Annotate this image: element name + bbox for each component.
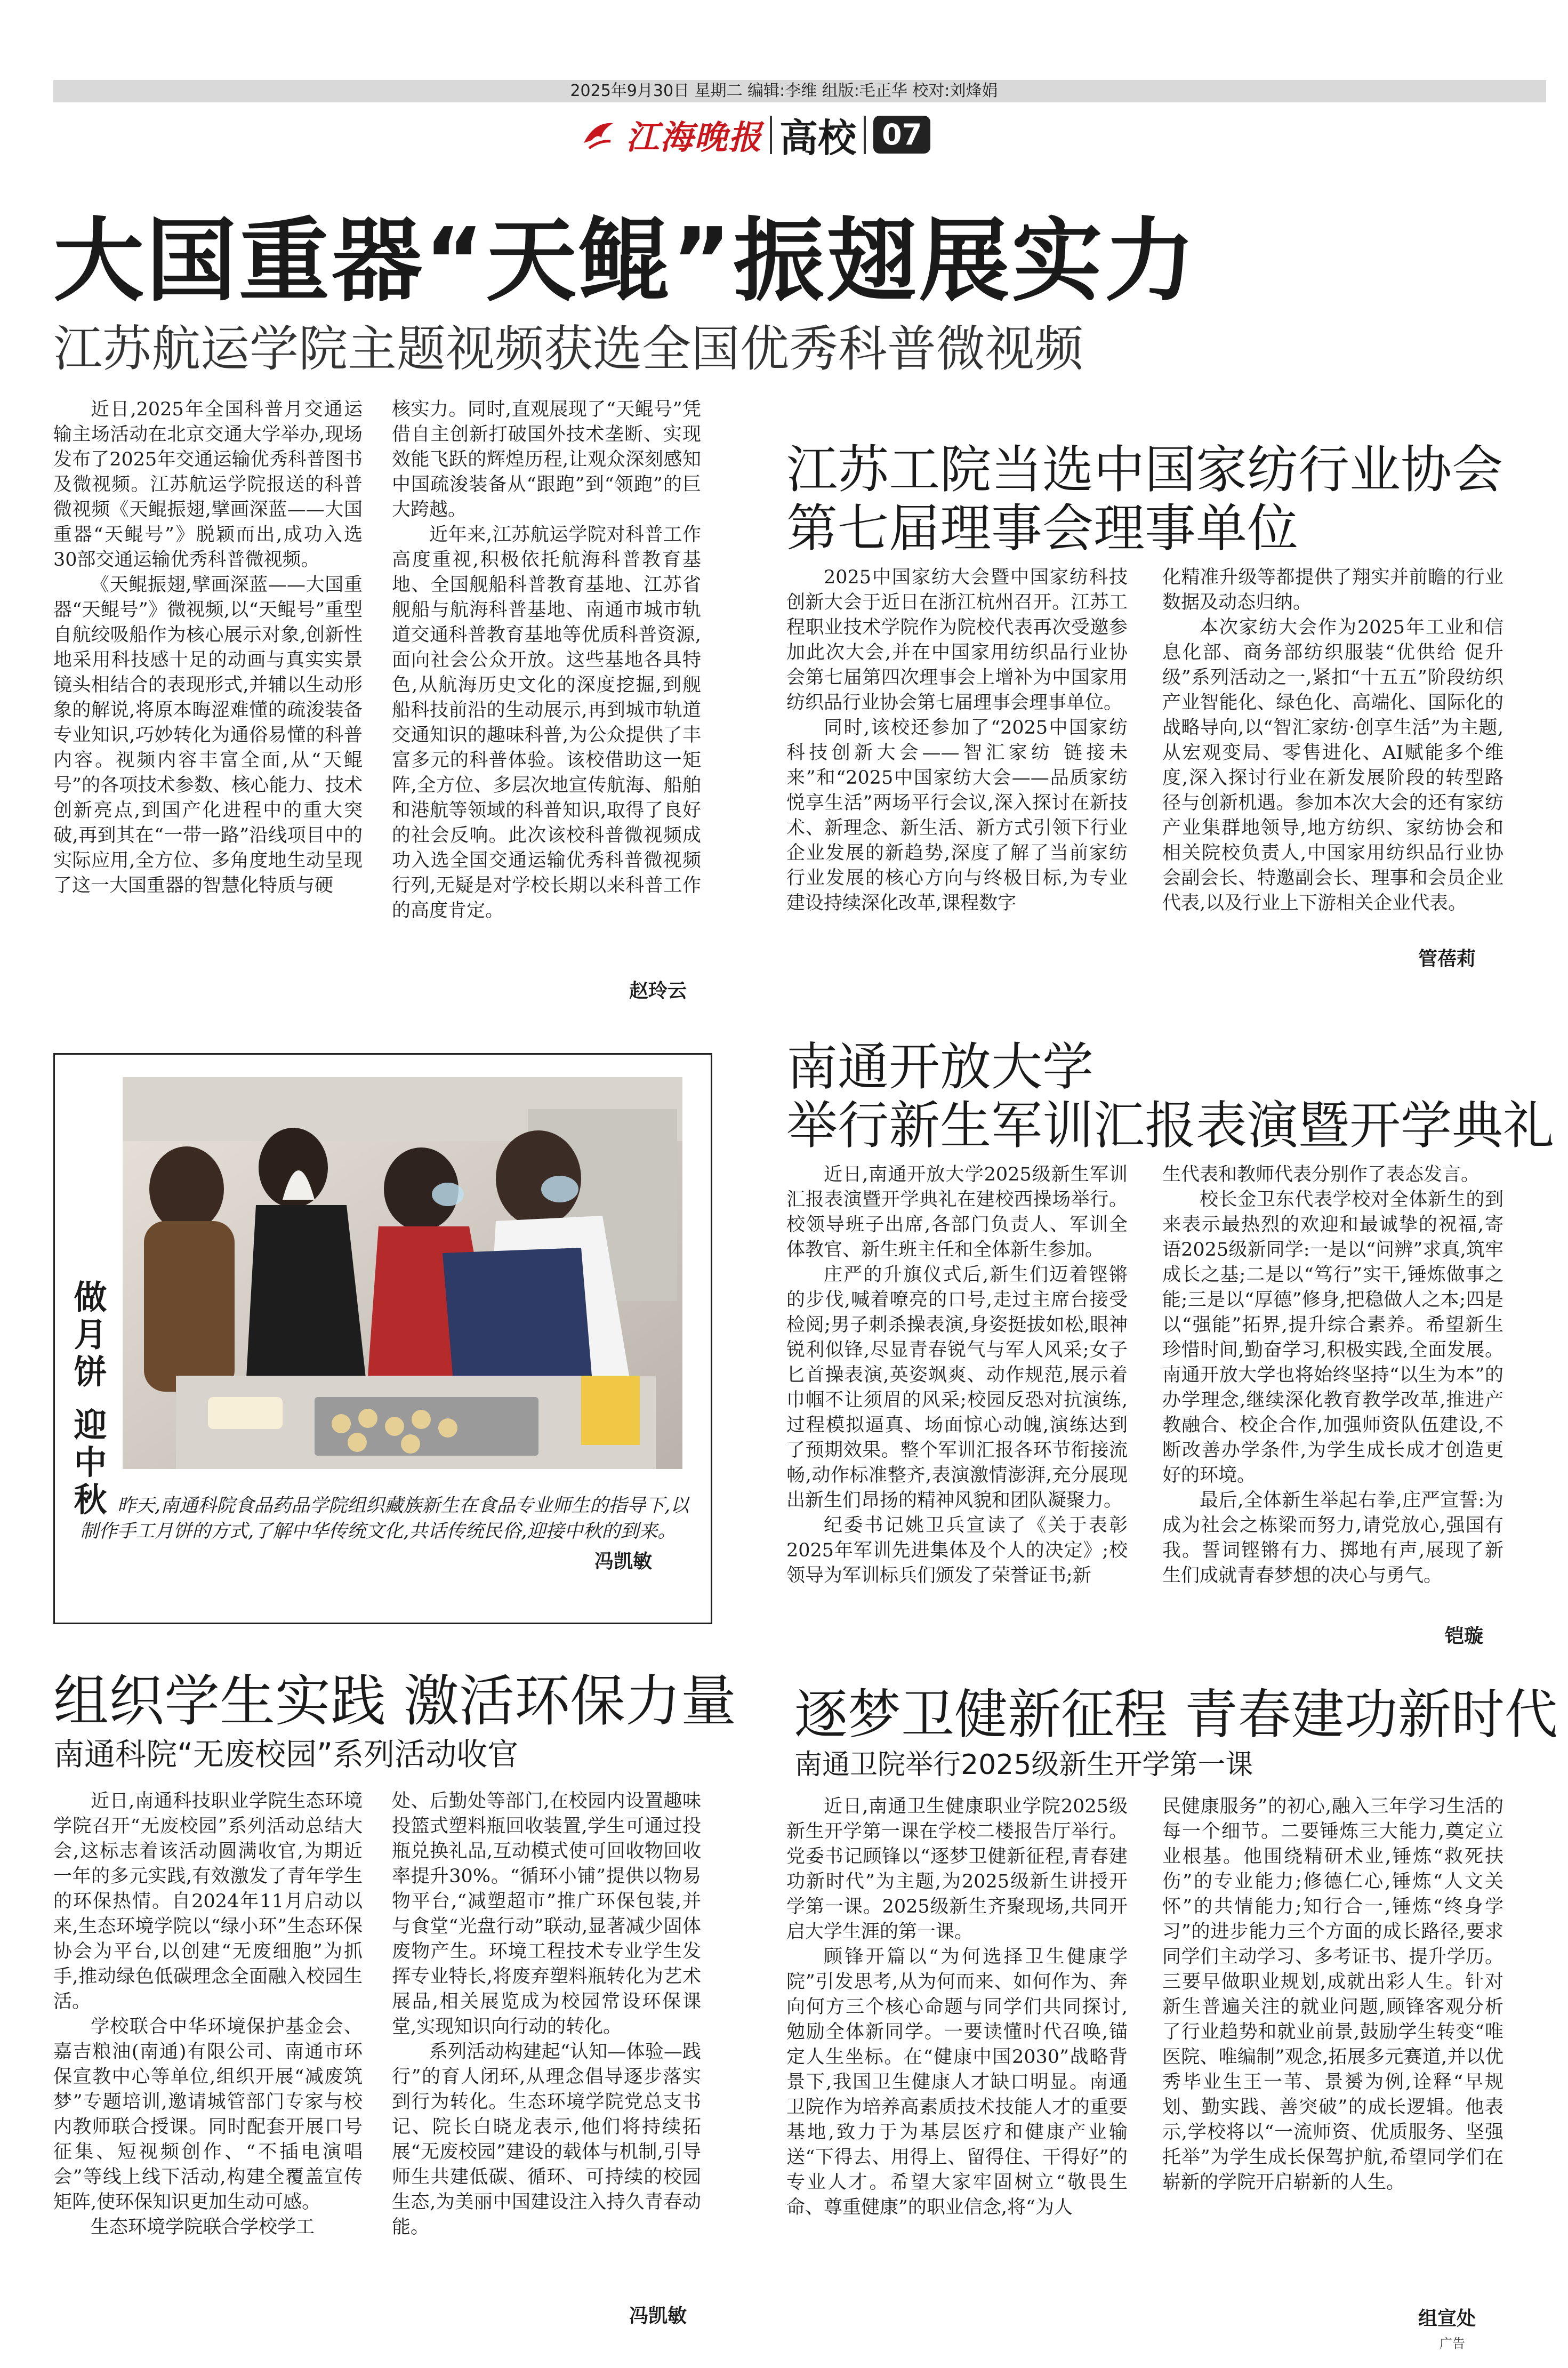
- paragraph: 生态环境学院联合学校学工: [91, 2217, 315, 2238]
- ntou-column-1: [786, 1162, 1128, 1637]
- paragraph: 《天鲲振翅,擘画深蓝——大国重器“天鲲号”》微视频,以“天鲲号”重型自航绞吸船作为核心展示对象,创新性地采用科技感十足的动画与真实实景镜头相结合的表现形式,并辅以生动形象的解说,将原本晦涩难懂的疏浚装备专业知识,巧妙转化为通俗易懂的科普内容。视频内容丰富全面,从“天鲲号”的各项技术参数、核心能力、技术创新亮点,到国产化进程中的重大突破,再到其在“一带一路”沿线项目中的实际应用,全方位、多角度地生动呈现了这一大国重器的智慧化特质与硬: [53, 574, 363, 896]
- jsgy-column-1: [786, 565, 1128, 970]
- ntou-title-line2: 举行新生军训汇报表演暨开学典礼: [786, 1096, 1554, 1155]
- eco-subtitle: 南通科院“无废校园”系列活动收官: [53, 1736, 519, 1772]
- lead-subtitle: 江苏航运学院主题视频获选全国优秀科普微视频: [53, 320, 1084, 378]
- paragraph: 处、后勤处等部门,在校园内设置趣味投篮式塑料瓶回收装置,学生可通过投瓶兑换礼品,互动模式使可回收物回收率提升30%。“循环小铺”提供以物易物平台,“减塑超市”推广环保包装,并与食堂“光盘行动”联动,显著减少固体废物产生。环境工程技术专业学生发挥专业特长,将废弃塑料瓶转化为艺术展品,相关展览成为校园常设环保课堂,实现知识向行动的转化。: [392, 1791, 701, 2037]
- paragraph: 学校联合中华环境保护基金会、嘉吉粮油(南通)有限公司、南通市环保宣教中心等单位,组织开展“减废筑梦”专题培训,邀请城管部门专家与校内教师联合授课。同时配套开展口号征集、短视频创作、“不插电演唱会”等线上线下活动,构建全覆盖宣传矩阵,使环保知识更加生动可感。: [53, 2016, 363, 2213]
- health-column-2: [1162, 1794, 1503, 2303]
- ntou-byline: 铠璇: [1445, 1625, 1484, 1647]
- lead-byline: 赵玲云: [629, 980, 687, 1002]
- paragraph: 本次家纺大会作为2025年工业和信息化部、商务部纺织服装“优供给 促升级”系列活动之一,紧扣“十五五”阶段纺织产业智能化、绿色化、高端化、国际化的战略导向,以“智汇家纺·创享生活”为主题,从宏观变局、零售进化、AI赋能多个维度,深入探讨行业在新发展阶段的转型路径与创新机遇。参加本次大会的还有家纺产业集群地领导,地方纺织、家纺协会和相关院校负责人,中国家用纺织品行业协会副会长、特邀副会长、理事和会员企业代表,以及行业上下游相关企业代表。: [1162, 617, 1503, 914]
- brand-name: 江海晚报: [626, 118, 763, 157]
- paragraph: 系列活动构建起“认知—体验—践行”的育人闭环,从理念倡导逐步落实到行为转化。生态环境学院党总支书记、院长白晓龙表示,他们将持续拓展“无废校园”建设的载体与机制,引导师生共建低碳、循环、可持续的校园生态,为美丽中国建设注入持久青春动能。: [392, 2041, 701, 2238]
- jsgy-column-2: [1162, 565, 1503, 946]
- ntou-column-2: [1162, 1162, 1503, 1626]
- section-name: 高校: [779, 115, 857, 160]
- photo-byline: 冯凯敏: [594, 1551, 653, 1572]
- paragraph: 庄严的升旗仪式后,新生们迈着铿锵的步伐,喊着嘹亮的口号,走过主席台接受检阅;男子刺杀操表演,身姿挺拔如松,眼神锐利似锋,尽显青春锐气与军人风采;女子匕首操表演,英姿飒爽、动作规范,展示着巾帼不让须眉的风采;校园反恐对抗演练,过程模拟逼真、场面惊心动魄,演练达到了预期效果。整个军训汇报各环节衔接流畅,动作标准整齐,表演激情澎湃,充分展现出新生们昂扬的精神风貌和团队凝聚力。: [786, 1264, 1128, 1511]
- jsgy-byline: 管蓓莉: [1418, 948, 1476, 970]
- jsgy-title-line2: 第七届理事会理事单位: [786, 499, 1298, 558]
- paragraph: 近年来,江苏航运学院对科普工作高度重视,积极依托航海科普教育基地、全国舰船科普教育基地、江苏省舰船与航海科普基地、南通市城市轨道交通科普教育基地等优质科普资源,面向社会公众开放。这些基地各具特色,从航海历史文化的深度挖掘,到舰船科技前沿的生动展示,再到城市轨道交通知识的趣味科普,为公众提供了丰富多元的科普体验。该校借助这一矩阵,全方位、多层次地宣传航海、船舶和港航等领域的科普知识,取得了良好的社会反响。此次该校科普微视频成功入选全国交通运输优秀科普微视频行列,无疑是对学校长期以来科普工作的高度肯定。: [392, 524, 701, 921]
- header-info: 2025年9月30日 星期二 编辑:李维 组版:毛正华 校对:刘烽娟: [570, 82, 998, 100]
- masthead: [581, 109, 930, 160]
- paragraph: 生代表和教师代表分别作了表态发言。: [1162, 1164, 1480, 1185]
- paragraph: 近日,2025年全国科普月交通运输主场活动在北京交通大学举办,现场发布了2025年交通运输优秀科普图书及微视频。江苏航运学院报送的科普微视频《天鲲振翅,擘画深蓝——大国重器“天鲲号”》脱颖而出,成功入选30部交通运输优秀科普微视频。: [53, 399, 363, 571]
- lead-column-2: [392, 397, 701, 976]
- paragraph: 最后,全体新生举起右拳,庄严宣誓:为成为社会之栋梁而努力,请党放心,强国有我。誓词铿锵有力、掷地有声,展现了新生们成就青春梦想的决心与勇气。: [1162, 1490, 1503, 1586]
- mooncake-photo: [123, 1077, 682, 1469]
- health-subtitle: 南通卫院举行2025级新生开学第一课: [794, 1749, 1253, 1781]
- health-title: 逐梦卫健新征程 青春建功新时代: [794, 1683, 1558, 1746]
- ntou-title-line1: 南通开放大学: [786, 1037, 1093, 1097]
- jsgy-title-line1: 江苏工院当选中国家纺行业协会: [786, 440, 1503, 500]
- paragraph: 顾锋开篇以“为何选择卫生健康学院”引发思考,从为何而来、如何作为、奔向何方三个核心命题与同学们共同探讨,勉励全体新同学。一要读懂时代召唤,锚定人生坐标。在“健康中国2030”战略背景下,我国卫生健康人才缺口明显。南通卫院作为培养高素质技术技能人才的重要基地,致力于为基层医疗和健康产业输送“下得去、用得上、留得住、干得好”的专业人才。希望大家牢固树立“敬畏生命、尊重健康”的职业信念,将“为人: [786, 1946, 1128, 2218]
- paragraph: 化精准升级等都提供了翔实并前瞻的行业数据及动态归纳。: [1162, 567, 1503, 613]
- photo-caption: 昨天,南通科院食品药品学院组织藏族新生在食品专业师生的指导下,以制作手工月饼的方式,了解中华传统文化,共话传统民俗,迎接中秋的到来。: [80, 1495, 689, 1542]
- health-byline: 组宣处: [1418, 2308, 1476, 2330]
- masthead-divider: [864, 116, 866, 154]
- paragraph: 纪委书记姚卫兵宣读了《关于表彰2025年军训先进集体及个人的决定》;校领导为军训标兵们颁发了荣誉证书;新: [786, 1515, 1128, 1586]
- lead-title: 大国重器“天鲲”振翅展实力: [53, 208, 1197, 314]
- photo-vertical-caption: 做月饼 迎中秋: [68, 1280, 107, 1520]
- page-number: 07: [873, 116, 930, 154]
- eco-byline: 冯凯敏: [629, 2305, 687, 2327]
- paragraph: 近日,南通科技职业学院生态环境学院召开“无废校园”系列活动总结大会,这标志着该活动圆满收官,为期近一年的多元实践,有效激发了青年学生的环保热情。自2024年11月启动以来,生态环境学院以“绿小环”生态环保协会为平台,以创建“无废细胞”为抓手,推动绿色低碳理念全面融入校园生活。: [53, 1791, 363, 2012]
- paragraph: 近日,南通开放大学2025级新生军训汇报表演暨开学典礼在建校西操场举行。校领导班子出席,各部门负责人、军训全体教官、新生班主任和全体新生参加。: [786, 1164, 1128, 1261]
- ad-label: 广告: [1440, 2336, 1465, 2351]
- eco-column-1: [53, 1789, 363, 2322]
- paragraph: 民健康服务”的初心,融入三年学习生活的每一个细节。二要锤炼三大能力,奠定立业根基。他围绕精研术业,锤炼“救死扶伤”的专业能力;修德仁心,锤炼“人文关怀”的共情能力;知行合一,锤炼“终身学习”的进步能力三个方面的成长路径,要求同学们主动学习、多考证书、提升学历。三要早做职业规划,成就出彩人生。针对新生普遍关注的就业问题,顾锋客观分析了行业趋势和就业前景,鼓励学生转变“唯医院、唯编制”观念,拓展多元赛道,并以优秀毕业生王一苇、景赟为例,诠释“早规划、勤实践、善突破”的成长逻辑。他表示,学校将以“一流师资、优质服务、坚强托举”为学生成长保驾护航,希望同学们在崭新的学院开启崭新的人生。: [1162, 1796, 1503, 2193]
- masthead-divider: [770, 116, 772, 154]
- paragraph: 近日,南通卫生健康职业学院2025级新生开学第一课在学校二楼报告厅举行。党委书记顾锋以“逐梦卫健新征程,青春建功新时代”为主题,为2025级新生讲授开学第一课。2025级新生齐聚现场,共同开启大学生涯的第一课。: [786, 1796, 1128, 1942]
- paragraph: 核实力。同时,直观展现了“天鲲号”凭借自主创新打破国外技术垄断、实现效能飞跃的辉煌历程,让观众深刻感知中国疏浚装备从“跟跑”到“领跑”的巨大跨越。: [392, 399, 701, 520]
- logo-icon: [581, 119, 618, 151]
- paragraph: 同时,该校还参加了“2025中国家纺科技创新大会——智汇家纺 链接未来”和“2025中国家纺大会——品质家纺 悦享生活”两场平行会议,深入探讨在新技术、新理念、新生活、新方式引领下行业企业发展的新趋势,深度了解了当前家纺行业发展的核心方向与终极目标,为专业建设持续深化改革,课程数字: [786, 717, 1128, 914]
- paragraph: 2025中国家纺大会暨中国家纺科技创新大会于近日在浙江杭州召开。江苏工程职业技术学院作为院校代表再次受邀参加此次大会,并在中国家用纺织品行业协会第七届第四次理事会上增补为中国家用纺织品行业协会第七届理事会理事单位。: [786, 567, 1128, 713]
- paragraph: 校长金卫东代表学校对全体新生的到来表示最热烈的欢迎和最诚挚的祝福,寄语2025级新同学:一是以“问辨”求真,筑牢成长之基;二是以“笃行”实干,锤炼做事之能;三是以“厚德”修身,把稳做人之本;四是以“强能”拓界,提升综合素养。希望新生珍惜时间,勤奋学习,积极实践,全面发展。南通开放大学也将始终坚持“以生为本”的办学理念,继续深化教育教学改革,推进产教融合、校企合作,加强师资队伍建设,不断改善办学条件,为学生成长成才创造更好的环境。: [1162, 1189, 1503, 1486]
- eco-column-2: [392, 1789, 701, 2298]
- eco-title: 组织学生实践 激活环保力量: [53, 1668, 737, 1733]
- lead-column-1: [53, 397, 363, 1000]
- health-column-1: [786, 1794, 1128, 2327]
